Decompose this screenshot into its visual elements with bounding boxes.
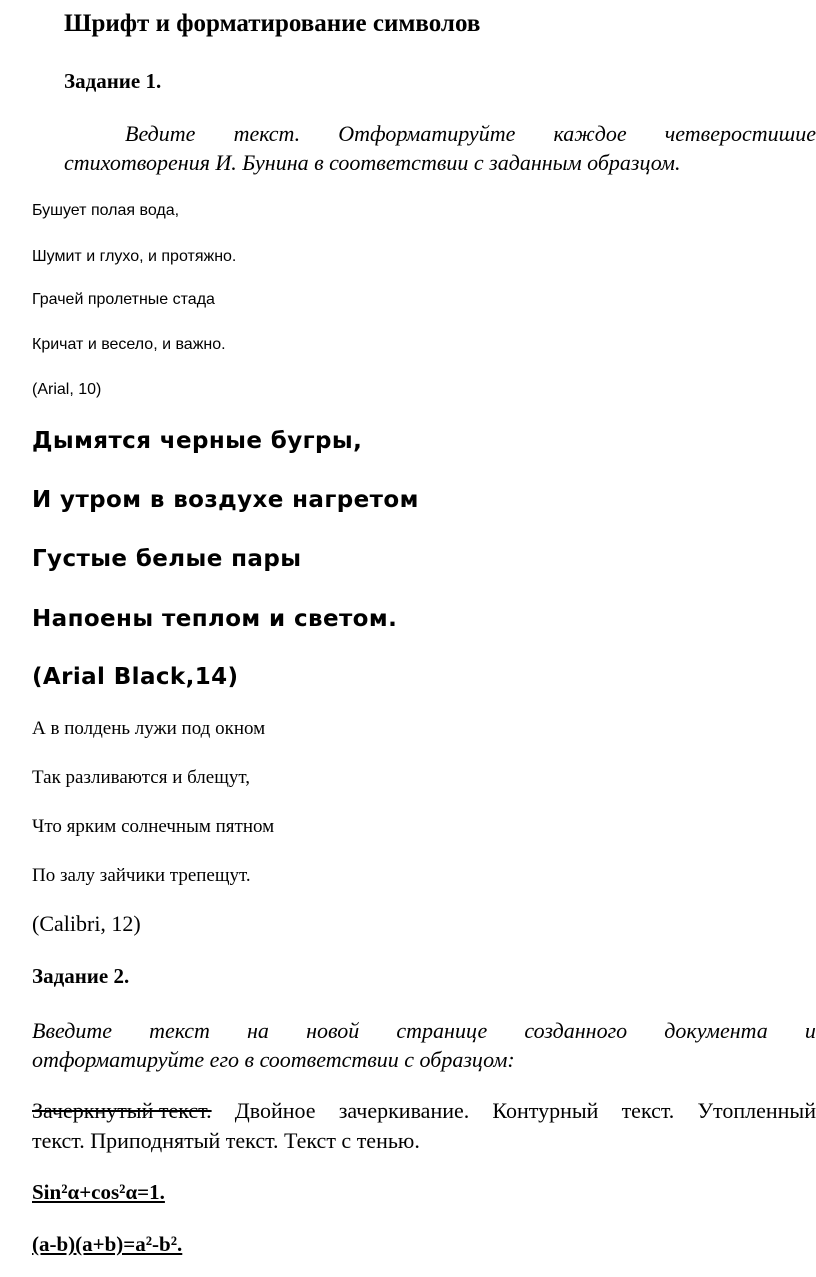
effects-word: зачеркивание. <box>338 1098 470 1123</box>
effects-word: Двойное <box>234 1098 316 1123</box>
instruction-word: текст <box>149 1018 210 1043</box>
stanza3-line: По залу зайчики трепещут. <box>32 865 251 886</box>
text-effects-sample <box>32 1096 816 1156</box>
instruction-word: текст. <box>233 121 301 146</box>
formula-difference-of-squares: (a-b)(a+b)=a²-b². <box>32 1232 183 1256</box>
stanza2-line: Густые белые пары <box>32 546 302 572</box>
stanza2-line: Дымятся черные бугры, <box>32 428 363 454</box>
stanza1-line: Грачей пролетные стада <box>32 291 215 308</box>
instruction-word: Отформатируйте <box>338 121 516 146</box>
stanza3-font-note: (Calibri, 12) <box>32 911 141 936</box>
stanza2-font-note: (Arial Black,14) <box>32 664 239 690</box>
task2-instruction-line2: отформатируйте его в соответствии с образцом: <box>32 1047 515 1072</box>
instruction-word: на <box>247 1018 269 1043</box>
instruction-word: Ведите <box>125 121 196 146</box>
instruction-word: и <box>804 1018 816 1043</box>
stanza3-line: А в полдень лужи под окном <box>32 718 266 739</box>
instruction-word: Введите <box>32 1018 112 1043</box>
stanza1-font-note: (Arial, 10) <box>32 381 102 398</box>
task2-instruction-line1 <box>32 1016 816 1045</box>
task2-heading: Задание 2. <box>32 964 130 988</box>
stanza2-line: И утром в воздухе нагретом <box>32 487 419 513</box>
task1-instruction <box>64 119 816 177</box>
effects-word: текст. <box>621 1098 675 1123</box>
stanza1-line: Бушует полая вода, <box>32 202 180 219</box>
strikethrough-text: Зачеркнутый текст. <box>32 1098 212 1123</box>
task1-instruction-line1 <box>64 119 816 148</box>
stanza1-line: Кричат и весело, и важно. <box>32 336 226 353</box>
effects-word: Утопленный <box>697 1098 816 1123</box>
stanza3-line: Что ярким солнечным пятном <box>32 816 275 837</box>
stanza3-line: Так разливаются и блещут, <box>32 767 250 788</box>
task1-heading: Задание 1. <box>64 69 162 93</box>
instruction-word: четверостишие <box>664 121 816 146</box>
instruction-word: документа <box>664 1018 768 1043</box>
instruction-word: созданного <box>524 1018 628 1043</box>
instruction-word: каждое <box>553 121 627 146</box>
effects-word: Контурный <box>492 1098 599 1123</box>
stanza2-line: Напоены теплом и светом. <box>32 606 398 632</box>
text-effects-line2: текст. Приподнятый текст. Текст с тенью. <box>32 1128 420 1153</box>
text-effects-line1 <box>32 1096 816 1126</box>
task2-instruction <box>32 1016 816 1074</box>
instruction-word: странице <box>396 1018 488 1043</box>
instruction-word: новой <box>306 1018 360 1043</box>
formula-trig-identity: Sin²α+cos²α=1. <box>32 1180 165 1204</box>
task1-instruction-line2: стихотворения И. Бунина в соответствии с заданным образцом. <box>64 150 681 175</box>
page-title: Шрифт и форматирование символов <box>64 10 481 37</box>
stanza1-line: Шумит и глухо, и протяжно. <box>32 248 237 265</box>
